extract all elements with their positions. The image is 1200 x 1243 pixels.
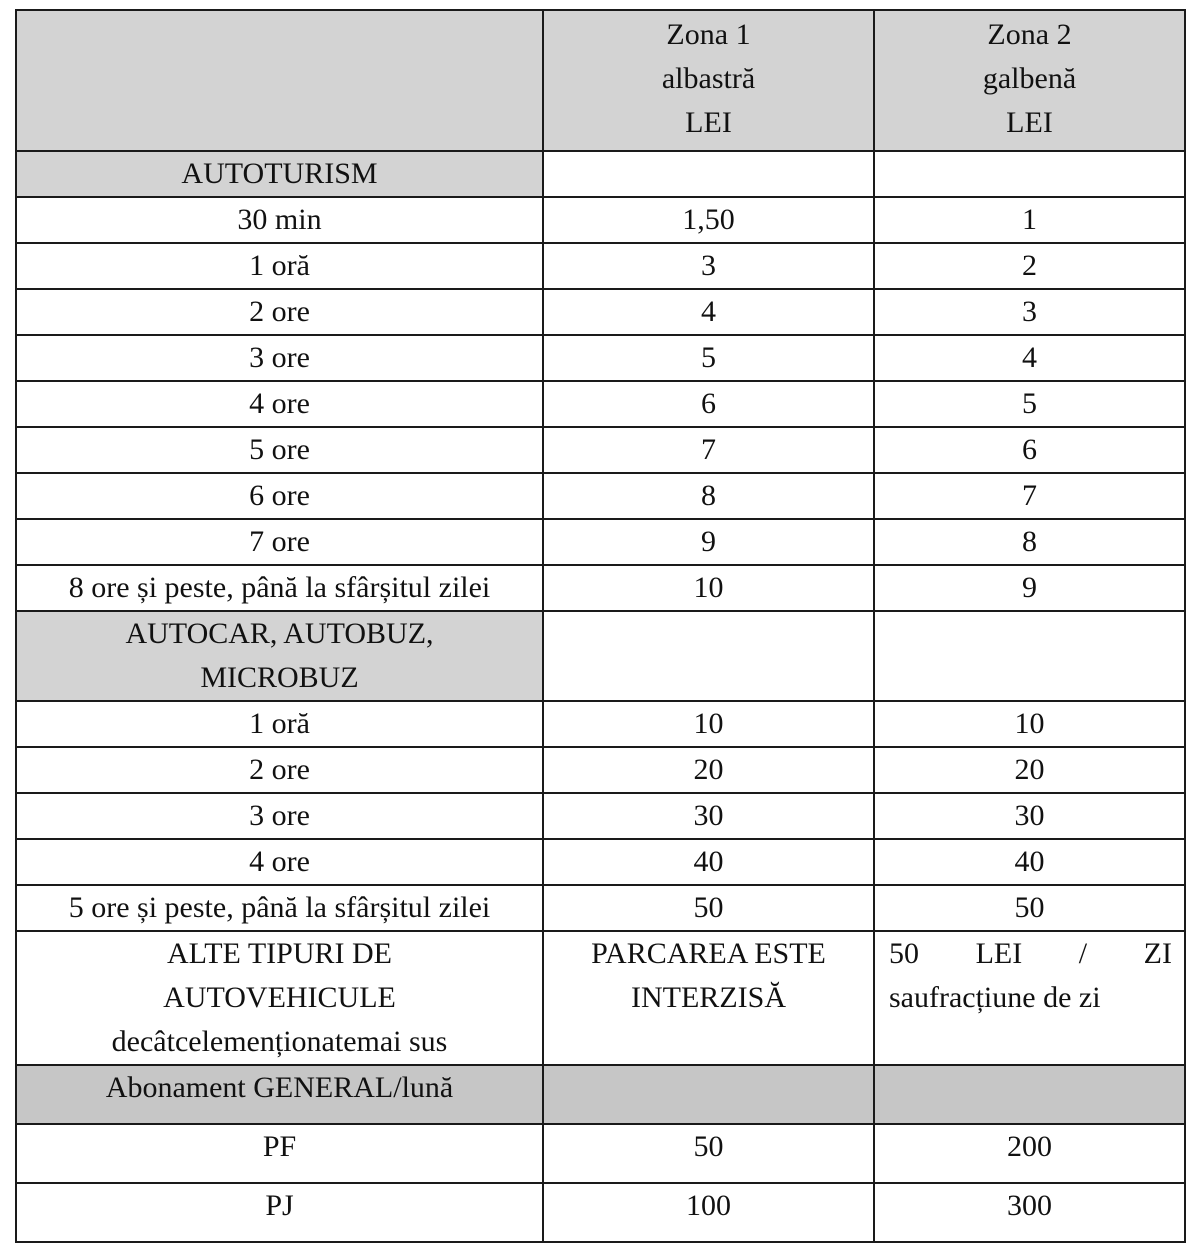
zone2-daily-rate <box>874 931 1185 1065</box>
header-zone2 <box>874 10 1185 151</box>
section-empty-cell <box>874 611 1185 701</box>
section-empty-cell <box>543 151 874 197</box>
zone2-price: 3 <box>874 289 1185 335</box>
zone2-price: 1 <box>874 197 1185 243</box>
daily-rate-line2: saufracțiune de zi <box>889 981 1101 1014</box>
zone2-price: 8 <box>874 519 1185 565</box>
table-row <box>16 243 1185 289</box>
section-header-row <box>16 611 1185 701</box>
zone1-price: 5 <box>543 335 874 381</box>
daily-rate-word: ZI <box>1143 937 1172 970</box>
daily-rate-word: / <box>1078 937 1088 970</box>
table-row <box>16 747 1185 793</box>
zone1-price: 100 <box>543 1183 874 1242</box>
row-label: 2 ore <box>16 747 543 793</box>
zone1-parking-forbidden <box>543 931 874 1065</box>
zone1-price: 40 <box>543 839 874 885</box>
forbidden-line: PARCAREA ESTE <box>591 937 826 970</box>
table-row <box>16 427 1185 473</box>
zone2-price: 300 <box>874 1183 1185 1242</box>
section-title-subscription: Abonament GENERAL/lună <box>16 1065 543 1124</box>
table-row <box>16 473 1185 519</box>
section-header-row <box>16 1065 1185 1124</box>
other-vehicles-label-line: AUTOVEHICULE <box>163 981 396 1014</box>
row-label: 8 ore și peste, până la sfârșitul zilei <box>16 565 543 611</box>
zone1-title: Zona 1 <box>666 18 751 51</box>
header-zone1 <box>543 10 874 151</box>
zone2-price: 10 <box>874 701 1185 747</box>
table-header-row <box>16 10 1185 151</box>
zone2-currency: LEI <box>1006 106 1053 139</box>
parking-tariff-table <box>15 9 1186 1243</box>
table-row <box>16 701 1185 747</box>
section-empty-cell <box>874 1065 1185 1124</box>
zone1-price: 3 <box>543 243 874 289</box>
table-row <box>16 1183 1185 1242</box>
other-vehicles-label-line: ALTE TIPURI DE <box>167 937 392 970</box>
zone1-price: 1,50 <box>543 197 874 243</box>
zone2-price: 7 <box>874 473 1185 519</box>
forbidden-line: INTERZISĂ <box>631 981 786 1014</box>
table-row-other-vehicles <box>16 931 1185 1065</box>
row-label: 4 ore <box>16 839 543 885</box>
section-empty-cell <box>543 611 874 701</box>
zone1-price: 4 <box>543 289 874 335</box>
table-row <box>16 1124 1185 1183</box>
zone1-price: 20 <box>543 747 874 793</box>
section-empty-cell <box>874 151 1185 197</box>
table-row <box>16 335 1185 381</box>
section-header-row <box>16 151 1185 197</box>
row-label: 1 oră <box>16 701 543 747</box>
zone1-price: 8 <box>543 473 874 519</box>
zone2-price: 2 <box>874 243 1185 289</box>
row-label: PF <box>16 1124 543 1183</box>
daily-rate-word: 50 <box>889 937 919 970</box>
row-label: 2 ore <box>16 289 543 335</box>
row-label: 7 ore <box>16 519 543 565</box>
daily-rate-word: LEI <box>975 937 1023 970</box>
row-label: 1 oră <box>16 243 543 289</box>
daily-rate-line1 <box>889 932 1172 976</box>
section-title-bus <box>16 611 543 701</box>
zone2-price: 50 <box>874 885 1185 931</box>
row-label: 4 ore <box>16 381 543 427</box>
row-label: 3 ore <box>16 335 543 381</box>
row-label: 6 ore <box>16 473 543 519</box>
zone1-price: 7 <box>543 427 874 473</box>
other-vehicles-label <box>16 931 543 1065</box>
zone1-price: 50 <box>543 885 874 931</box>
row-label: PJ <box>16 1183 543 1242</box>
table-row <box>16 289 1185 335</box>
zone1-currency: LEI <box>685 106 732 139</box>
table-row <box>16 793 1185 839</box>
zone1-price: 50 <box>543 1124 874 1183</box>
zone2-price: 9 <box>874 565 1185 611</box>
header-empty-cell <box>16 10 543 151</box>
section-title-bus-line: MICROBUZ <box>200 661 359 694</box>
zone1-price: 10 <box>543 565 874 611</box>
zone1-price: 9 <box>543 519 874 565</box>
row-label: 5 ore <box>16 427 543 473</box>
zone2-price: 40 <box>874 839 1185 885</box>
section-title-car: AUTOTURISM <box>16 151 543 197</box>
section-title-bus-line: AUTOCAR, AUTOBUZ, <box>125 617 434 650</box>
zone2-price: 20 <box>874 747 1185 793</box>
zone1-price: 6 <box>543 381 874 427</box>
zone1-color: albastră <box>661 62 756 95</box>
zone2-price: 5 <box>874 381 1185 427</box>
row-label: 3 ore <box>16 793 543 839</box>
zone2-price: 200 <box>874 1124 1185 1183</box>
table-row <box>16 197 1185 243</box>
table-row <box>16 839 1185 885</box>
table-row <box>16 381 1185 427</box>
zone2-price: 6 <box>874 427 1185 473</box>
zone1-price: 30 <box>543 793 874 839</box>
other-vehicles-label-line: decâtcelemenționatemai sus <box>111 1025 448 1058</box>
table-row <box>16 519 1185 565</box>
zone2-color: galbenă <box>982 62 1077 95</box>
section-empty-cell <box>543 1065 874 1124</box>
zone2-price: 30 <box>874 793 1185 839</box>
table-row <box>16 565 1185 611</box>
zone1-price: 10 <box>543 701 874 747</box>
table-row <box>16 885 1185 931</box>
zone2-price: 4 <box>874 335 1185 381</box>
zone2-title: Zona 2 <box>987 18 1072 51</box>
row-label: 5 ore și peste, până la sfârșitul zilei <box>16 885 543 931</box>
row-label: 30 min <box>16 197 543 243</box>
